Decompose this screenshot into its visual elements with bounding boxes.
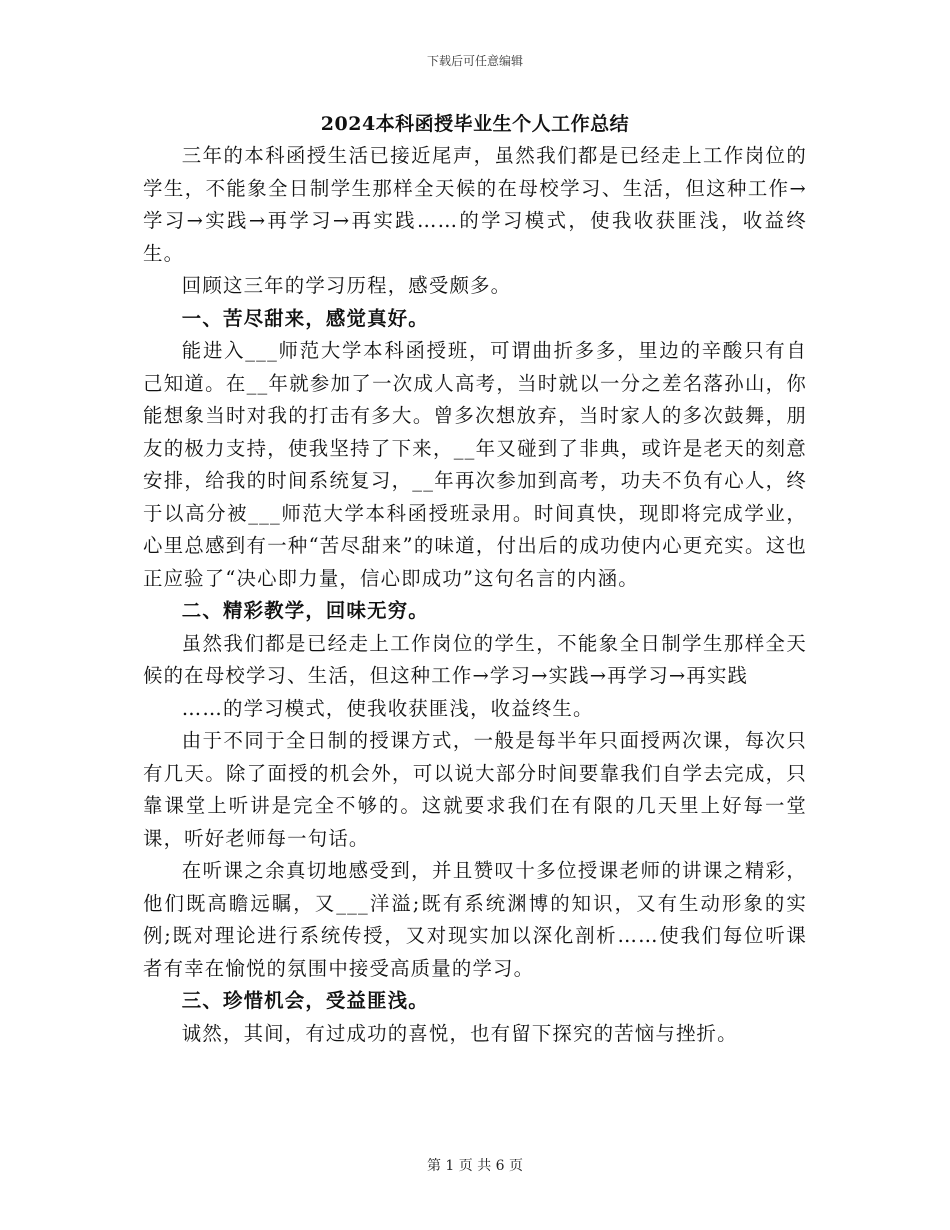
document-body [143,140,807,1050]
paragraph: 由于不同于全日制的授课方式，一般是每半年只面授两次课，每次只有几天。除了面授的机会外，可以说大部分时间要靠我们自学去完成，只靠课堂上听讲是完全不够的。这就要求我们在有限的几天里上好每一堂课，听好老师每一句话。 [143,729,807,850]
section-heading: 三、珍惜机会，受益匪浅。 [181,989,429,1012]
paragraph: 三年的本科函授生活已接近尾声，虽然我们都是已经走上工作岗位的学生，不能象全日制学生那样全天候的在母校学习、生活，但这种工作→学习→实践→再学习→再实践……的学习模式，使我收获匪浅，收益终生。 [143,144,807,265]
paragraph: 回顾这三年的学习历程，感受颇多。 [181,274,512,297]
section-heading: 一、苦尽甜来，感觉真好。 [181,306,429,330]
page-header-note: 下载后可任意编辑 [426,54,523,68]
document-title: 2024本科函授毕业生个人工作总结 [320,113,630,135]
paragraph: 在听课之余真切地感受到，并且赞叹十多位授课老师的讲课之精彩，他们既高瞻远瞩，又___洋溢;既有系统渊博的知识，又有生动形象的实例;既对理论进行系统传授，又对现实加以深化剖析……使我们每位听课者有幸在愉悦的氛围中接受高质量的学习。 [143,859,807,980]
paragraph: 诚然，其间，有过成功的喜悦，也有留下探究的苦恼与挫折。 [181,1021,738,1045]
page-number-footer: 第 1 页 共 6 页 [426,1158,524,1174]
paragraph: ……的学习模式，使我收获匪浅，收益终生。 [181,696,594,720]
paragraph: 能进入___师范大学本科函授班，可谓曲折多多，里边的辛酸只有自己知道。在__年就参加了一次成人高考，当时就以一分之差名落孙山，你能想象当时对我的打击有多大。曾多次想放弃，当时家人的多次鼓舞，朋友的极力支持，使我坚持了下来，__年又碰到了非典，或许是老天的刻意安排，给我的时间系统复习，__年再次参加到高考，功夫不负有心人，终于以高分被___师范大学本科函授班录用。时间真快，现即将完成学业，心里总感到有一种“苦尽甜来”的味道，付出后的成功使内心更充实。这也正应验了“决心即力量，信心即成功”这句名言的内涵。 [143,339,807,590]
section-heading: 二、精彩教学，回味无穷。 [181,599,429,622]
paragraph: 虽然我们都是已经走上工作岗位的学生，不能象全日制学生那样全天候的在母校学习、生活，但这种工作→学习→实践→再学习→再实践 [143,631,807,687]
